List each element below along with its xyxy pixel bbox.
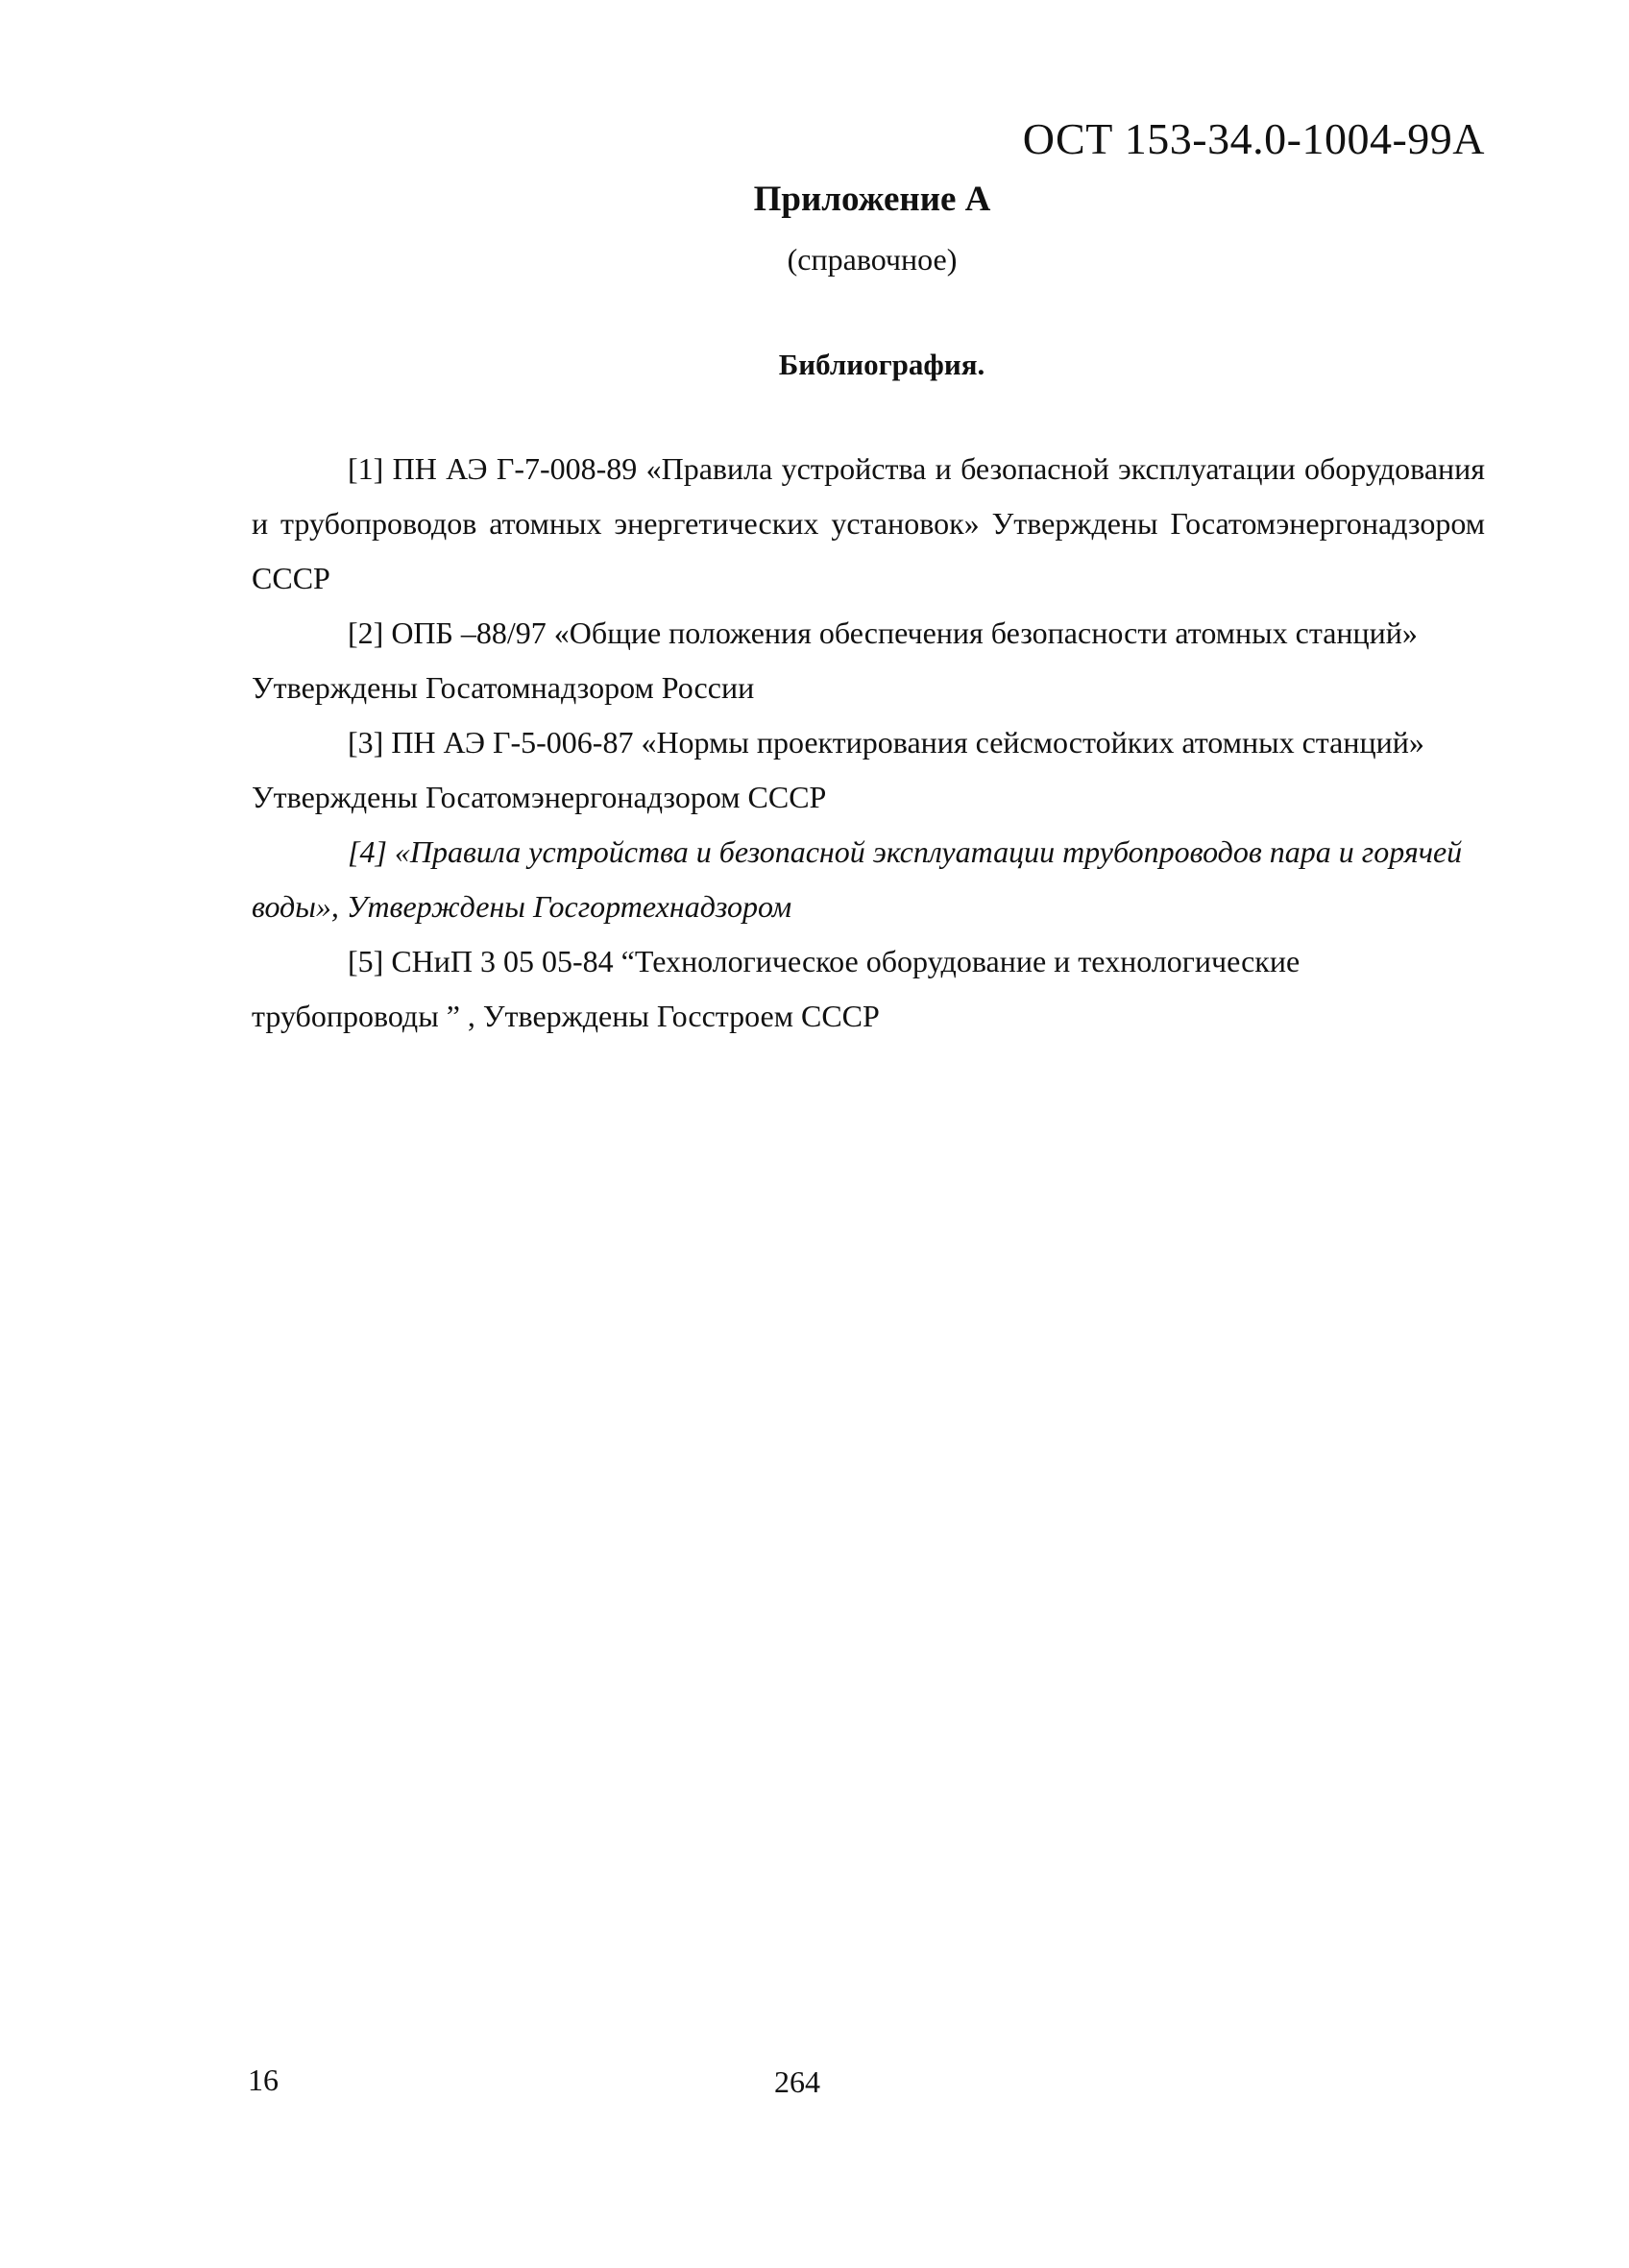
bibliography-entry-4: [4] «Правила устройства и безопасной эксплуатации трубопроводов пара и горячей воды», Утверждены Госгортехнадзором [252,834,1463,924]
bibliography-entry-2: [2] ОПБ –88/97 «Общие положения обеспечения безопасности атомных станций» Утверждены Госатомнадзором России [252,615,1418,705]
bibliography-entry-5: [5] СНиП 3 05 05-84 “Технологическое оборудование и технологические трубопроводы ” , Утверждены Госстроем СССР [252,944,1301,1033]
bibliography-list [252,442,1485,1044]
bibliography-entry-3: [3] ПН АЭ Г-5-006-87 «Нормы проектирования сейсмостойких атомных станций» Утверждены Госатомэнергонадзором СССР [252,725,1424,814]
appendix-subtitle: (справочное) [787,242,958,277]
appendix-title: Приложение А [753,180,991,219]
bibliography-heading: Библиография. [778,348,985,381]
bibliography-entry-1: [1] ПН АЭ Г-7-008-89 «Правила устройства и безопасной эксплуатации оборудования и трубопроводов атомных энергетических установок» Утверждены Госатомэнергонадзором СССР [252,451,1485,595]
page-number-local: 16 [248,2063,279,2097]
document-code: ОСТ 153-34.0-1004-99А [1022,114,1485,163]
page-number-global: 264 [774,2064,820,2099]
